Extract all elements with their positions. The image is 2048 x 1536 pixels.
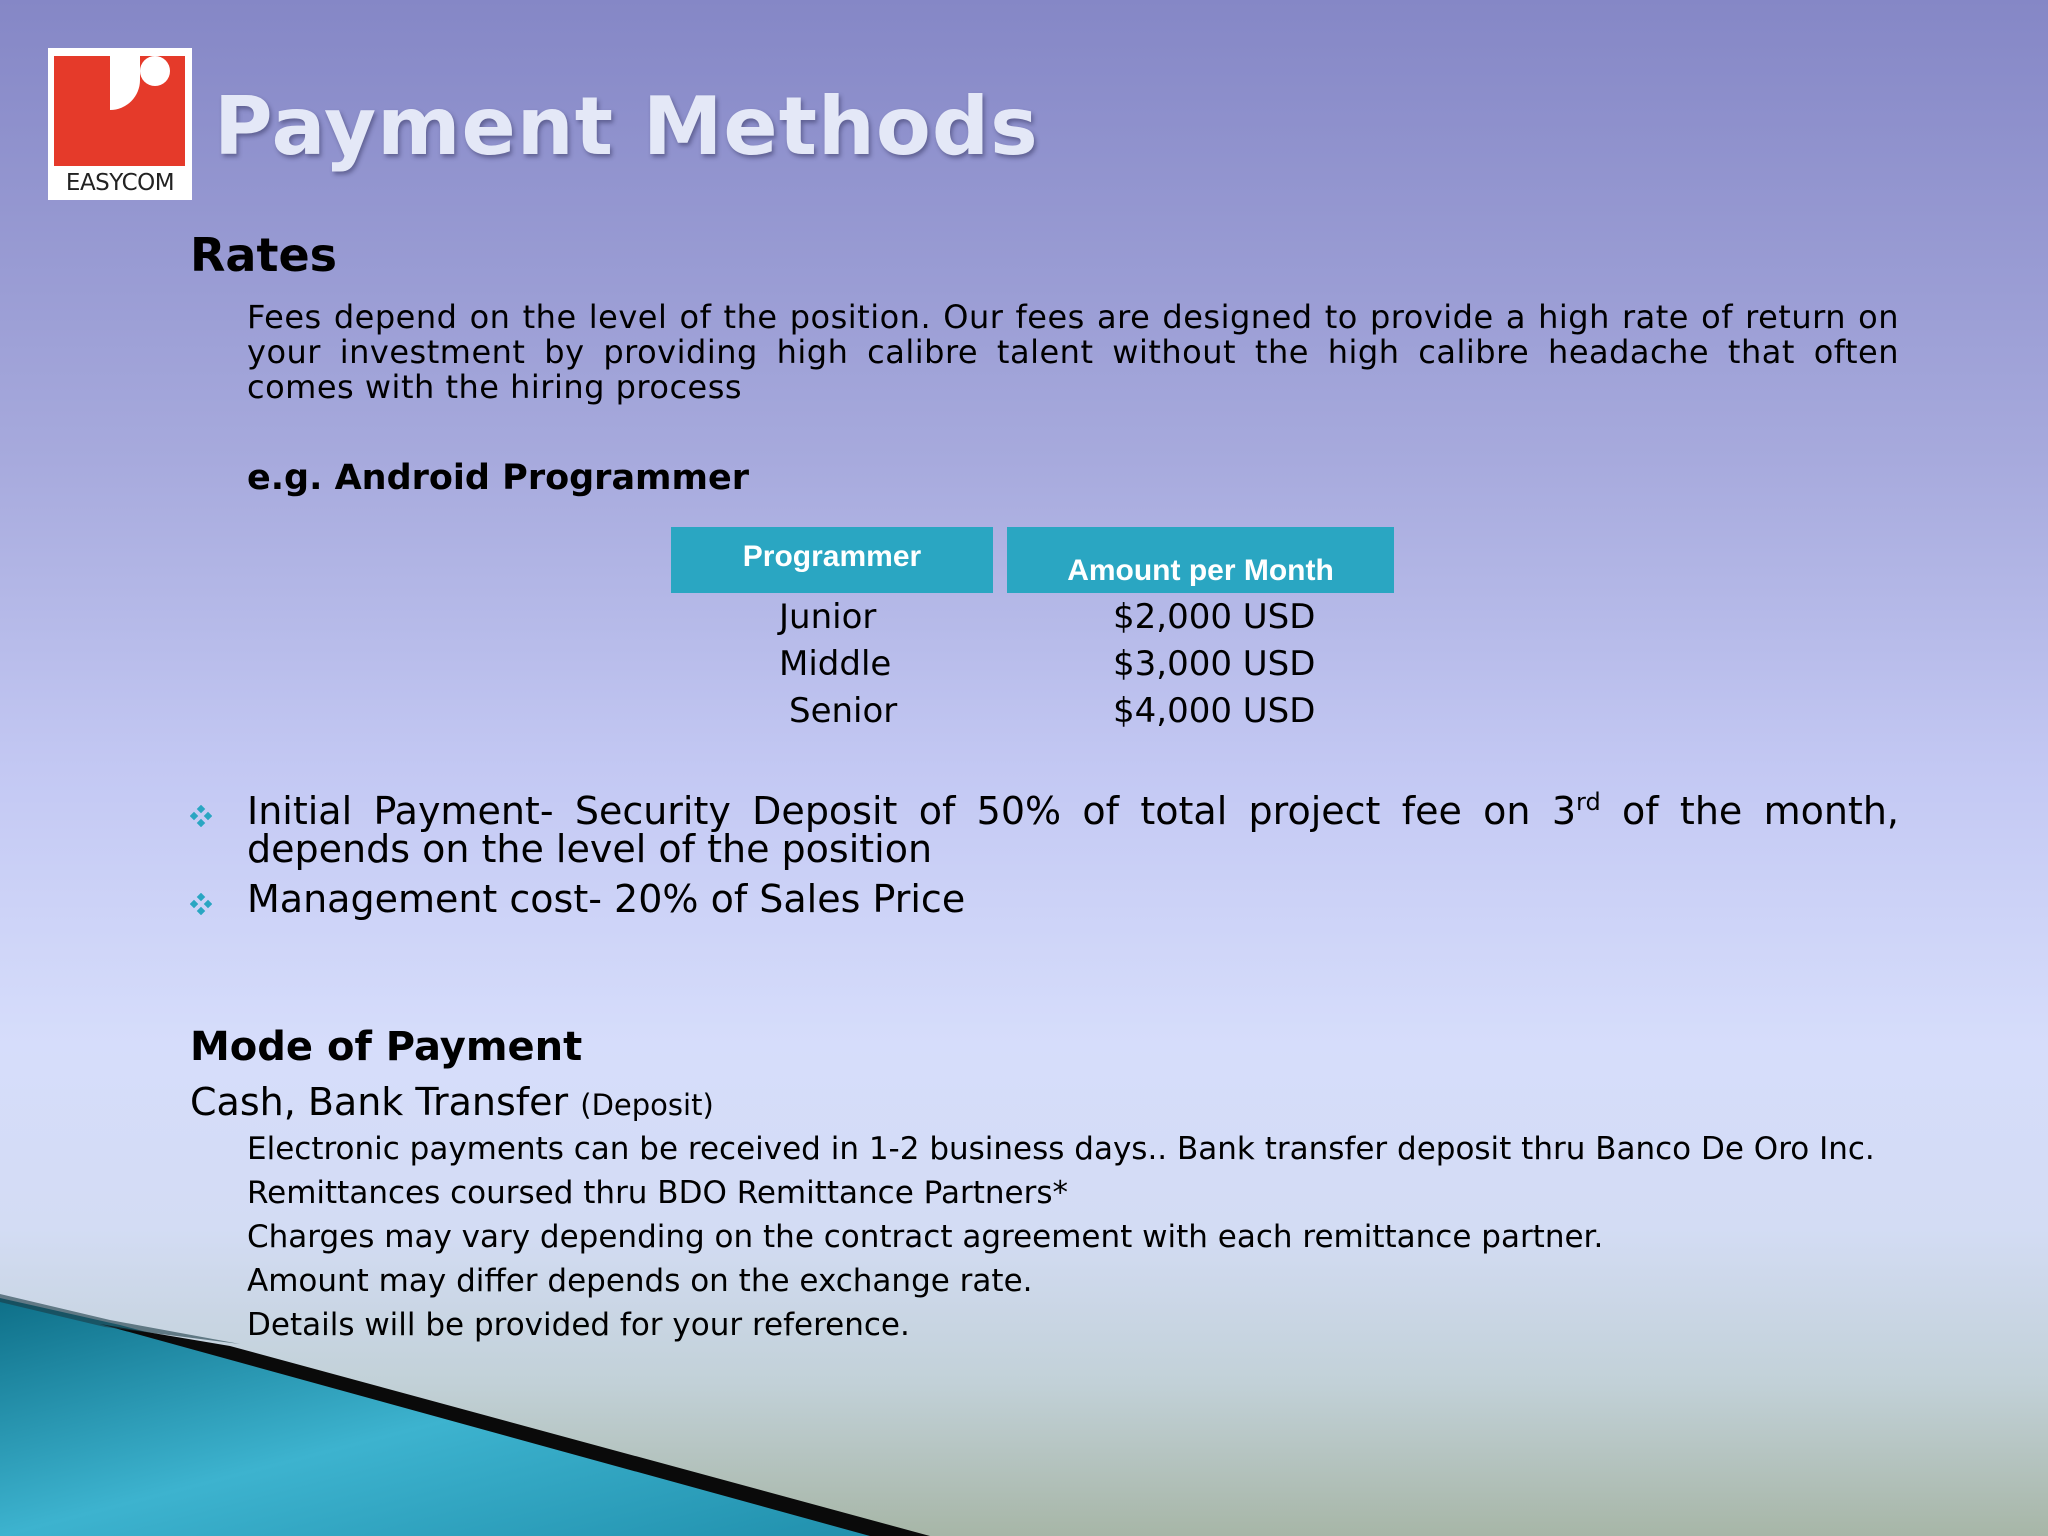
detail-line: Amount may differ depends on the exchange rate.	[247, 1263, 1033, 1299]
diamond-bullet-icon	[190, 805, 212, 827]
table-cell-amount: $4,000 USD	[1113, 691, 1316, 731]
table-header-amount: Amount per Month	[1007, 527, 1394, 593]
table-cell-level: Middle	[779, 644, 892, 684]
detail-line: Charges may vary depending on the contract agreement with each remittance partner.	[247, 1219, 1604, 1255]
rates-description: Fees depend on the level of the position. Our fees are designed to provide a high rate of return on your investment by providing high calibre talent without the high calibre headache that often comes with the hiring process	[247, 298, 1899, 406]
detail-line: Electronic payments can be received in 1-2 business days.. Bank transfer deposit thru Banco De Oro Inc.	[247, 1131, 1875, 1167]
logo-dot	[140, 56, 170, 86]
mode-heading: Mode of Payment	[190, 1024, 583, 1070]
example-label: e.g. Android Programmer	[247, 458, 749, 498]
bullet-text-post: of the month, depends on the level of the position	[247, 789, 1899, 871]
detail-line: Remittances coursed thru BDO Remittance Partners*	[247, 1175, 1068, 1211]
table-cell-level: Junior	[779, 597, 877, 637]
table-cell-amount: $2,000 USD	[1113, 597, 1316, 637]
decorative-wave	[0, 1280, 2048, 1536]
logo-text: EASYCOM	[65, 170, 175, 196]
slide-title: Payment Methods	[214, 80, 1039, 173]
rates-heading: Rates	[190, 228, 338, 282]
table-cell-level: Senior	[789, 691, 898, 731]
detail-line: Details will be provided for your reference.	[247, 1307, 910, 1343]
payment-methods-text: Cash, Bank Transfer	[190, 1080, 569, 1124]
payment-methods	[190, 1080, 714, 1124]
table-header-programmer: Programmer	[671, 527, 993, 593]
diamond-bullet-icon	[190, 893, 212, 915]
payment-methods-note: (Deposit)	[580, 1088, 714, 1122]
easycom-logo	[48, 48, 192, 200]
table-cell-amount: $3,000 USD	[1113, 644, 1316, 684]
bullet-text-pre: Initial Payment- Security Deposit of 50% of total project fee on 3	[247, 789, 1576, 833]
ordinal-suffix: rd	[1576, 788, 1601, 816]
bullet-initial-payment	[247, 788, 1899, 871]
bullet-management-cost: Management cost- 20% of Sales Price	[247, 877, 966, 921]
